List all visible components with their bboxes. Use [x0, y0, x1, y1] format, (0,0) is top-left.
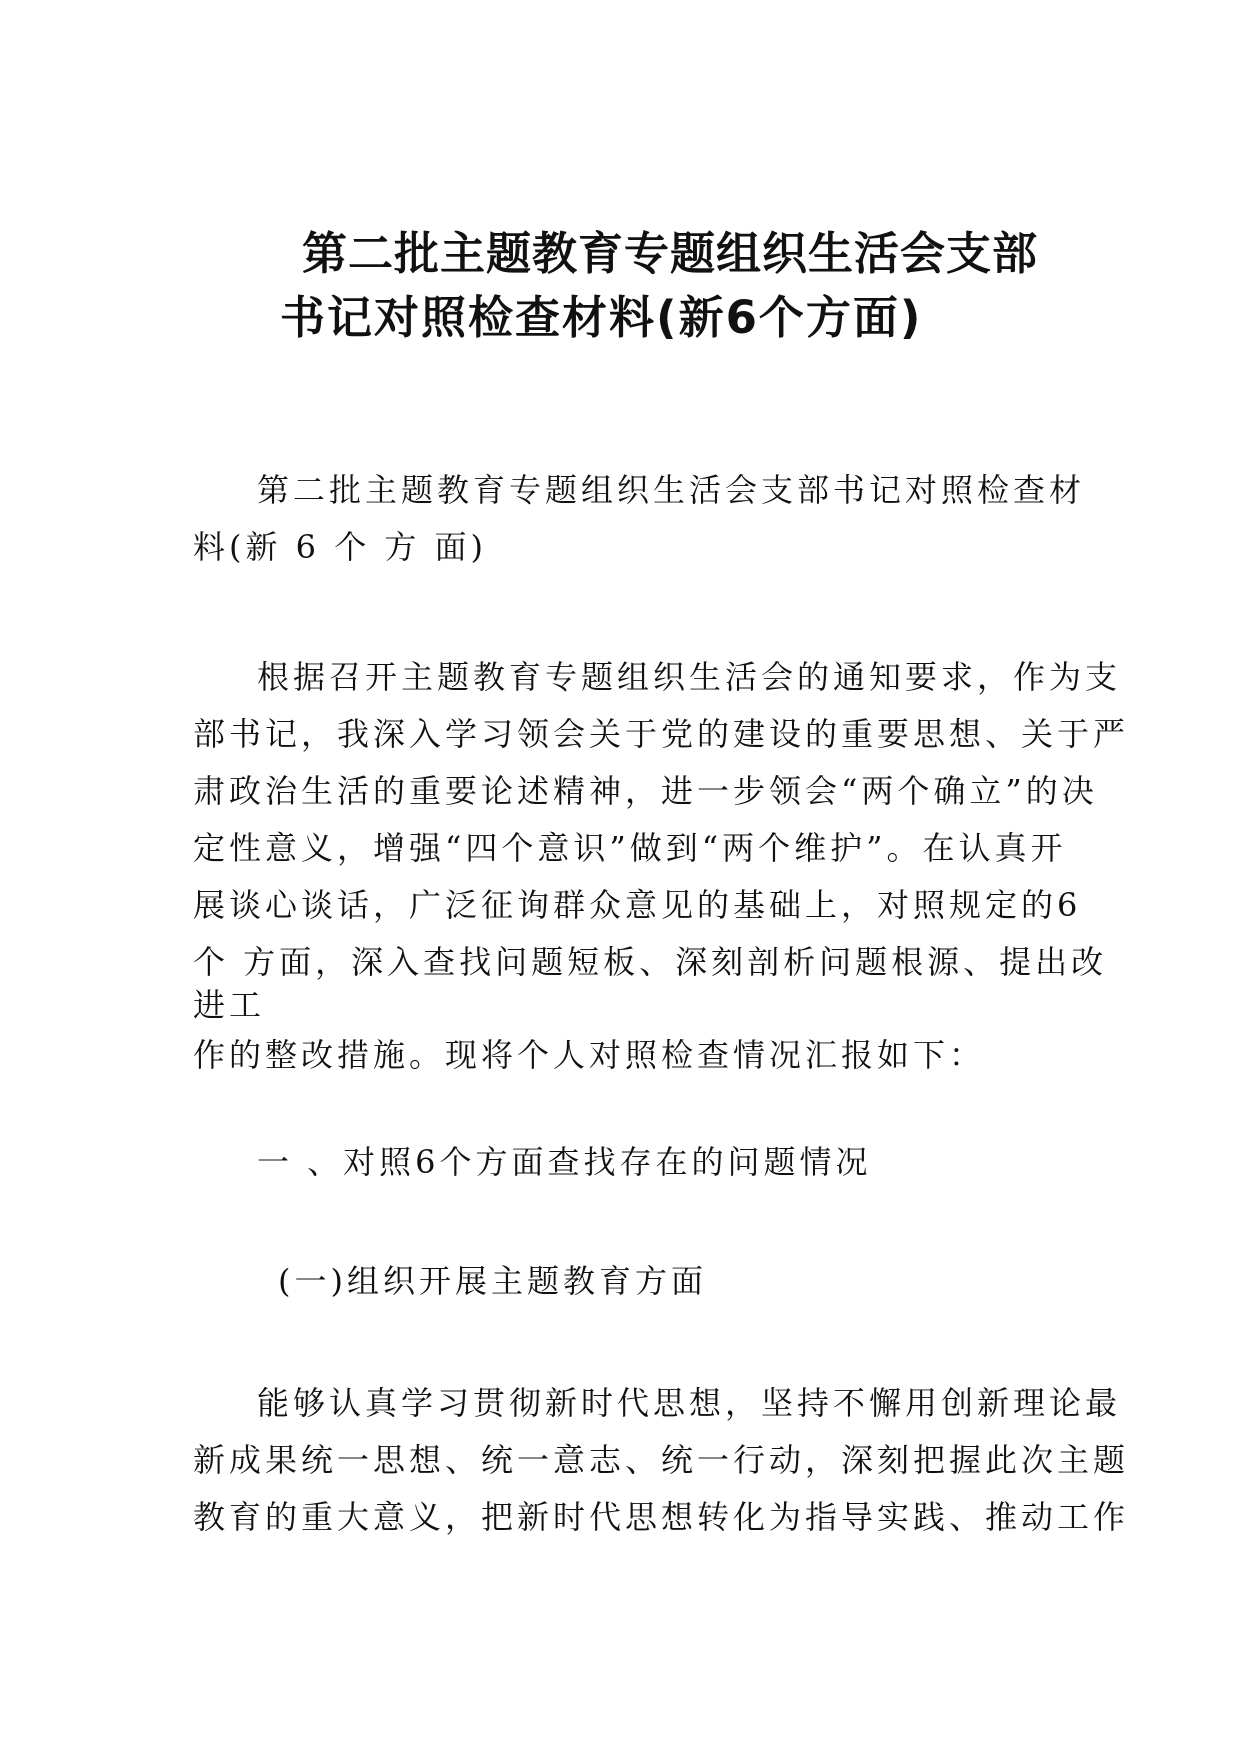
section-heading: 一 、对照6个方面查找存在的问题情况 [257, 1143, 872, 1181]
document-title-line-1: 第二批主题教育专题组织生活会支部 [302, 227, 1039, 280]
intro-line: 进工 [193, 986, 266, 1024]
intro-line: 展谈心谈话，广泛征询群众意见的基础上，对照规定的6 [193, 886, 1082, 924]
intro-line: 定性意义，增强“四个意识”做到“两个维护”。在认真开 [193, 829, 1067, 867]
body-line: 能够认真学习贯彻新时代思想，坚持不懈用创新理论最 [257, 1384, 1122, 1422]
document-title-line-2: 书记对照检查材料(新6个方面) [280, 291, 923, 344]
subsection-heading: (一)组织开展主题教育方面 [278, 1262, 707, 1300]
intro-line: 个 方面，深入查找问题短板、深刻剖析问题根源、提出改 [193, 943, 1108, 981]
body-line: 教育的重大意义，把新时代思想转化为指导实践、推动工作 [193, 1498, 1130, 1536]
body-line: 新成果统一思想、统一意志、统一行动，深刻把握此次主题 [193, 1441, 1130, 1479]
intro-line: 根据召开主题教育专题组织生活会的通知要求，作为支 [257, 658, 1122, 696]
intro-line: 部书记，我深入学习领会关于党的建设的重要思想、关于严 [193, 715, 1130, 753]
intro-line: 作的整改措施。现将个人对照检查情况汇报如下： [193, 1036, 986, 1074]
intro-line: 肃政治生活的重要论述精神，进一步领会“两个确立”的决 [193, 772, 1098, 810]
subtitle-line-1: 第二批主题教育专题组织生活会支部书记对照检查材 [257, 471, 1086, 509]
subtitle-line-2: 料(新 6 个 方 面) [193, 528, 488, 566]
